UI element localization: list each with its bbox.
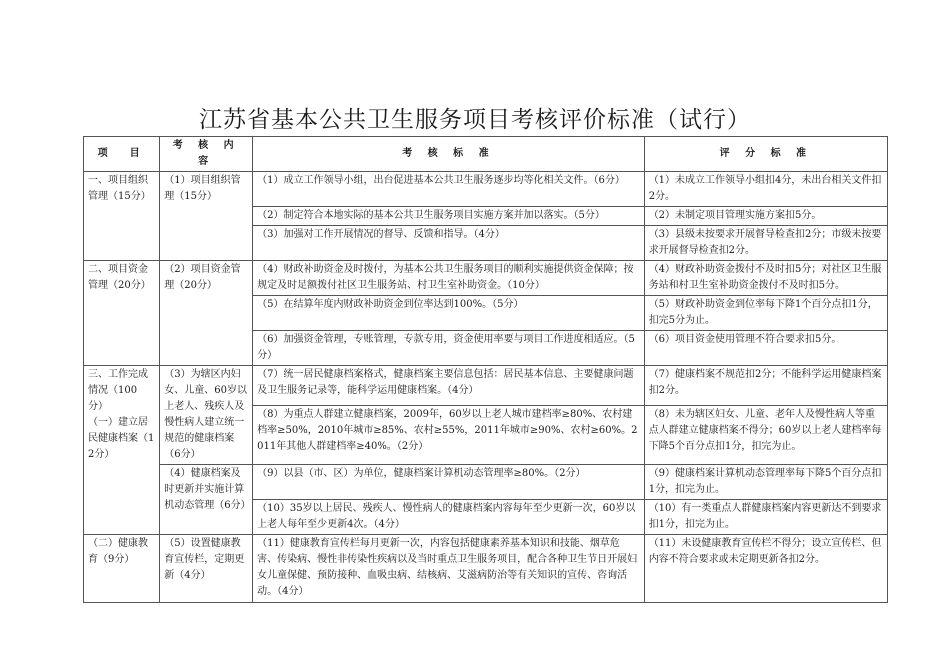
table-header-row (84, 137, 888, 172)
table-row (84, 535, 888, 603)
item-cell (84, 366, 160, 535)
score-cell: （6）项目资金使用管理不符合要求扣5分。 (644, 331, 887, 366)
content-cell: （2）项目资金管理（20分） (160, 261, 253, 366)
item-cell: （二）健康教育（9分） (84, 535, 160, 603)
page-title: 江苏省基本公共卫生服务项目考核评价标准（试行） (199, 107, 751, 133)
header-item: 项 目 (84, 137, 160, 172)
standard-cell: （2）制定符合本地实际的基本公共卫生服务项目实施方案并加以落实。（5分） (253, 207, 645, 226)
content-cell: （5）设置健康教育宣传栏，定期更新（4分） (160, 535, 253, 603)
item-cell: 一、项目组织管理（15分） (84, 172, 160, 261)
standard-cell: （9）以县（市、区）为单位，健康档案计算机动态管理率≥80%。（2分） (253, 465, 645, 500)
score-cell: （3）县级未按要求开展督导检查扣2分；市级未按要求开展督导检查扣2分。 (644, 226, 887, 261)
content-cell: （1）项目组织管理（15分） (160, 172, 253, 261)
score-cell: （5）财政补助资金到位率每下降1个百分点扣1分，扣完5分为止。 (644, 296, 887, 331)
assessment-table (83, 136, 888, 603)
standard-cell: （6）加强资金管理，专账管理，专款专用，资金使用率要与项目工作进度相适应。（5分） (253, 331, 645, 366)
standard-cell: （5）在结算年度内财政补助资金到位率达到100%。（5分） (253, 296, 645, 331)
header-score: 评 分 标 准 (644, 137, 887, 172)
standard-cell: （8）为重点人群建立健康档案，2009年，60岁以上老人城市建档率≥80%、农村建档率≥50%，2010年城市≥85%、农村≥55%，2011年城市≥90%、农村≥60%。2011年其他人群建档率≥40%。（2分） (253, 406, 645, 465)
standard-cell: （4）财政补助资金及时拨付，为基本公共卫生服务项目的顺利实施提供资金保障；按规定及时足额拨付社区卫生服务站、村卫生室补助资金。（10分） (253, 261, 645, 296)
content-cell: （3）为辖区内妇女、儿童、60岁以上老人、残疾人及慢性病人建立统一规范的健康档案（6分） (160, 366, 253, 465)
score-cell: （1）未成立工作领导小组扣4分，未出台相关文件扣2分。 (644, 172, 887, 207)
header-content: 考 核 内 容 (160, 137, 253, 172)
score-cell: （11）未设健康教育宣传栏不得分；设立宣传栏、但内容不符合要求或未定期更新各扣2分。 (644, 535, 887, 603)
standard-cell: （11）健康教育宣传栏每月更新一次，内容包括健康素养基本知识和技能、烟草危害、传染病、慢性非传染性疾病以及当时重点卫生服务项目，配合各种卫生节日开展妇女儿童保健、预防接种、血吸虫病、结核病、艾滋病防治等有关知识的宣传、咨询活动。（4分） (253, 535, 645, 603)
item-main: 三、工作完成情况（100分） (88, 369, 148, 412)
standard-cell: （10）35岁以上居民、残疾人、慢性病人的健康档案内容每年至少更新一次，60岁以上老人每年至少更新4次。（4分） (253, 500, 645, 535)
item-cell: 二、项目资金管理（20分） (84, 261, 160, 366)
table-row (84, 465, 888, 500)
score-cell: （9）健康档案计算机动态管理率每下降5个百分点扣1分，扣完为止。 (644, 465, 887, 500)
table-row (84, 261, 888, 296)
standard-cell: （1）成立工作领导小组，出台促进基本公共卫生服务逐步均等化相关文件。（6分） (253, 172, 645, 207)
content-cell: （4）健康档案及时更新并实施计算机动态管理（6分） (160, 465, 253, 535)
standard-cell: （3）加强对工作开展情况的督导、反馈和指导。（4分） (253, 226, 645, 261)
score-cell: （4）财政补助资金拨付不及时扣5分；对社区卫生服务站和村卫生室补助资金拨付不及时扣5分。 (644, 261, 887, 296)
header-standard: 考 核 标 准 (253, 137, 645, 172)
score-cell: （7）健康档案不规范扣2分；不能科学运用健康档案扣2分。 (644, 366, 887, 406)
table-row (84, 172, 888, 207)
score-cell: （10）有一类重点人群健康档案内容更新达不到要求扣1分，扣完为止。 (644, 500, 887, 535)
score-cell: （8）未为辖区妇女、儿童、老年人及慢性病人等重点人群建立健康档案不得分；60岁以上老人建档率每下降5个百分点扣1分，扣完为止。 (644, 406, 887, 465)
item-sub: （一）建立居民健康档案（12分） (88, 417, 155, 460)
standard-cell: （7）统一居民健康档案格式，健康档案主要信息包括：居民基本信息、主要健康问题及卫生服务记录等，能科学运用健康档案。（4分） (253, 366, 645, 406)
score-cell: （2）未制定项目管理实施方案扣5分。 (644, 207, 887, 226)
table-row (84, 366, 888, 406)
